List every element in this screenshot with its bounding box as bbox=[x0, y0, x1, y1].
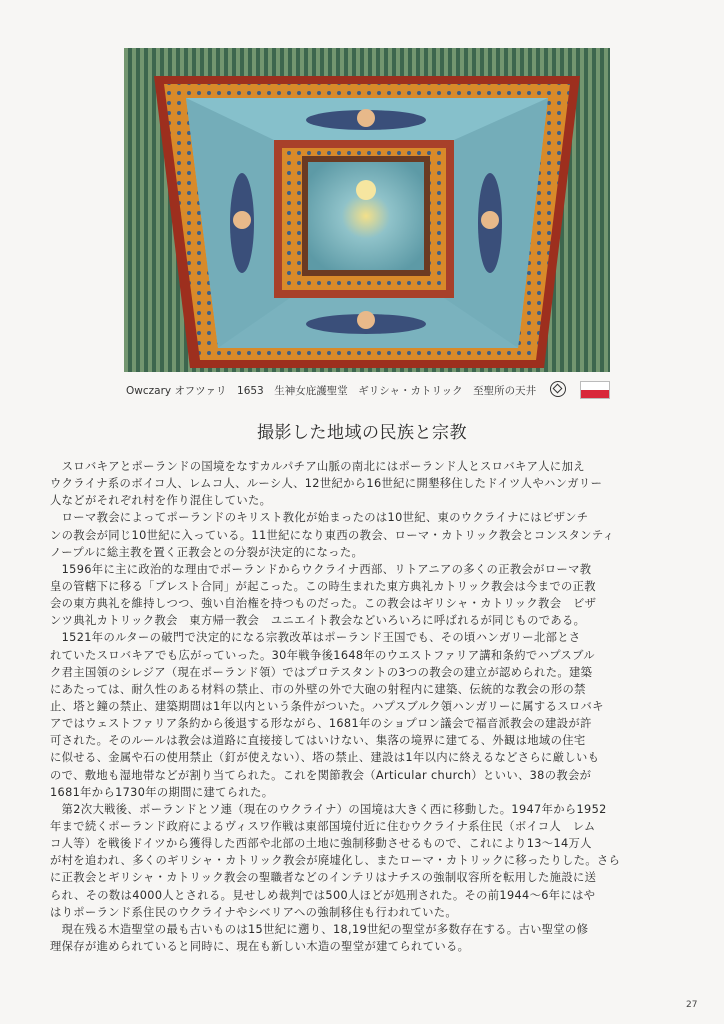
body-line: ク君主国領のシレジア（現在ポーランド領）ではプロテスタントの3つの教会の建立が認められた。建築 bbox=[50, 665, 593, 679]
body-line: 皇の管轄下に移る「ブレスト合同」が起こった。この時生まれた東方典礼カトリック教会は今までの正教 bbox=[50, 579, 596, 593]
body-line: 止、塔と鐘の禁止、建築期間は1年以内という条件がついた。ハプスブルク領ハンガリーに属するスロバキ bbox=[50, 699, 604, 713]
body-line: れていたスロバキアでも広がっていった。30年戦争後1648年のウエストファリア講和条約でハプスブル bbox=[50, 648, 595, 662]
body-line: が村を追われ、多くのギリシャ・カトリック教会が廃墟化し、またローマ・カトリックに移ったりした。さら bbox=[50, 854, 621, 868]
body-line: 第2次大戦後、ポーランドとソ連（現在のウクライナ）の国境は大きく西に移動した。1947年から1952 bbox=[50, 802, 607, 816]
body-line: スロバキアとポーランドの国境をなすカルパチア山脈の南北にはポーランド人とスロバキア人に加え bbox=[50, 460, 585, 473]
body-line: アではウェストファリア条約から後退する形ながら、1681年のショプロン議会で福音派教会の建設が許 bbox=[50, 717, 592, 731]
body-line: 人などがそれぞれ村を作り混住していた。 bbox=[50, 494, 272, 508]
body-line: に似せる、金属や石の使用禁止（釘が使えない）、塔の禁止、建設は1年以内に終えるなどさらに厳しいも bbox=[50, 751, 600, 765]
body-line: ウクライナ系のボイコ人、レムコ人、ルーシ人、12世紀から16世紀に開墾移住したドイツ人やハンガリー bbox=[50, 477, 603, 491]
body-line: ノープルに総主教を置く正教会との分裂が決定的になった。 bbox=[50, 545, 364, 559]
body-line: に正教会とギリシャ・カトリック教会の聖職者などのインテリはナチスの強制収容所を転用した施設に送 bbox=[50, 871, 597, 885]
body-line: 年まで続くポーランド政府によるヴィスワ作戦は東部国境付近に住むウクライナ系住民（ボイコ人 レム bbox=[50, 819, 596, 833]
page-number: 27 bbox=[686, 1000, 698, 1010]
body-line: ンの教会が同じ10世紀に入っている。11世紀になり東西の教会、ローマ・カトリック教会とコンスタンティ bbox=[50, 528, 615, 542]
body-line: にあたっては、耐久性のある材料の禁止、市の外壁の外で大砲の射程内に建築、伝統的な教会の形の禁 bbox=[50, 682, 586, 696]
body-line: ンツ典礼カトリック教会 東方帰一教会 ユニエイト教会などいろいろに呼ばれるが同じものである。 bbox=[50, 614, 586, 628]
caption-text: Owczary オフツァリ 1653 生神女庇護聖堂 ギリシャ・カトリック 至聖所の天井 bbox=[126, 385, 537, 397]
body-line: コ人等）を戦後ドイツから獲得した西部や北部の土地に強制移動させるもので、これにより13～14万人 bbox=[50, 837, 592, 851]
poland-flag-icon bbox=[580, 381, 610, 399]
section-heading: 撮影した地域の民族と宗教 bbox=[257, 423, 467, 443]
body-line: 会の東方典礼を維持しつつ、強い自治権を持つものだった。この教会はギリシャ・カトリック教会 ビザ bbox=[50, 597, 597, 611]
body-line: ローマ教会によってポーランドのキリスト教化が始まったのは10世紀、東のウクライナにはビザンチ bbox=[50, 511, 589, 525]
world-heritage-icon bbox=[550, 381, 566, 397]
body-line: 理保存が進められていると同時に、現在も新しい木造の聖堂が建てられている。 bbox=[50, 939, 470, 953]
body-text bbox=[50, 458, 676, 955]
body-line: 可された。そのルールは教会は道路に直接接してはいけない、集落の境界に建てる、外観は地域の住宅 bbox=[50, 734, 586, 748]
body-line: 1596年に主に政治的な理由でポーランドからウクライナ西部、リトアニアの多くの正教会がローマ教 bbox=[50, 562, 592, 576]
body-line: 現在残る木造聖堂の最も古いものは15世紀に遡り、18,19世紀の聖堂が多数存在する。古い聖堂の修 bbox=[50, 922, 589, 936]
body-line: ので、敷地も湿地帯などが割り当てられた。これを関節教会（Articular church）といい、38の教会が bbox=[50, 768, 592, 782]
body-line: はりポーランド系住民のウクライナやシベリアへの強制移住も行われていた。 bbox=[50, 905, 458, 919]
body-line: 1681年から1730年の期間に建てられた。 bbox=[50, 785, 274, 799]
church-ceiling-photo bbox=[124, 48, 610, 372]
photo-caption bbox=[124, 381, 610, 401]
body-line: られ、その数は4000人とされる。見せしめ裁判では500人ほどが処刑された。その前1944～6年にはや bbox=[50, 888, 596, 902]
body-line: 1521年のルターの破門で決定的になる宗教改革はポーランド王国でも、その頃ハンガリー北部とさ bbox=[50, 631, 581, 645]
